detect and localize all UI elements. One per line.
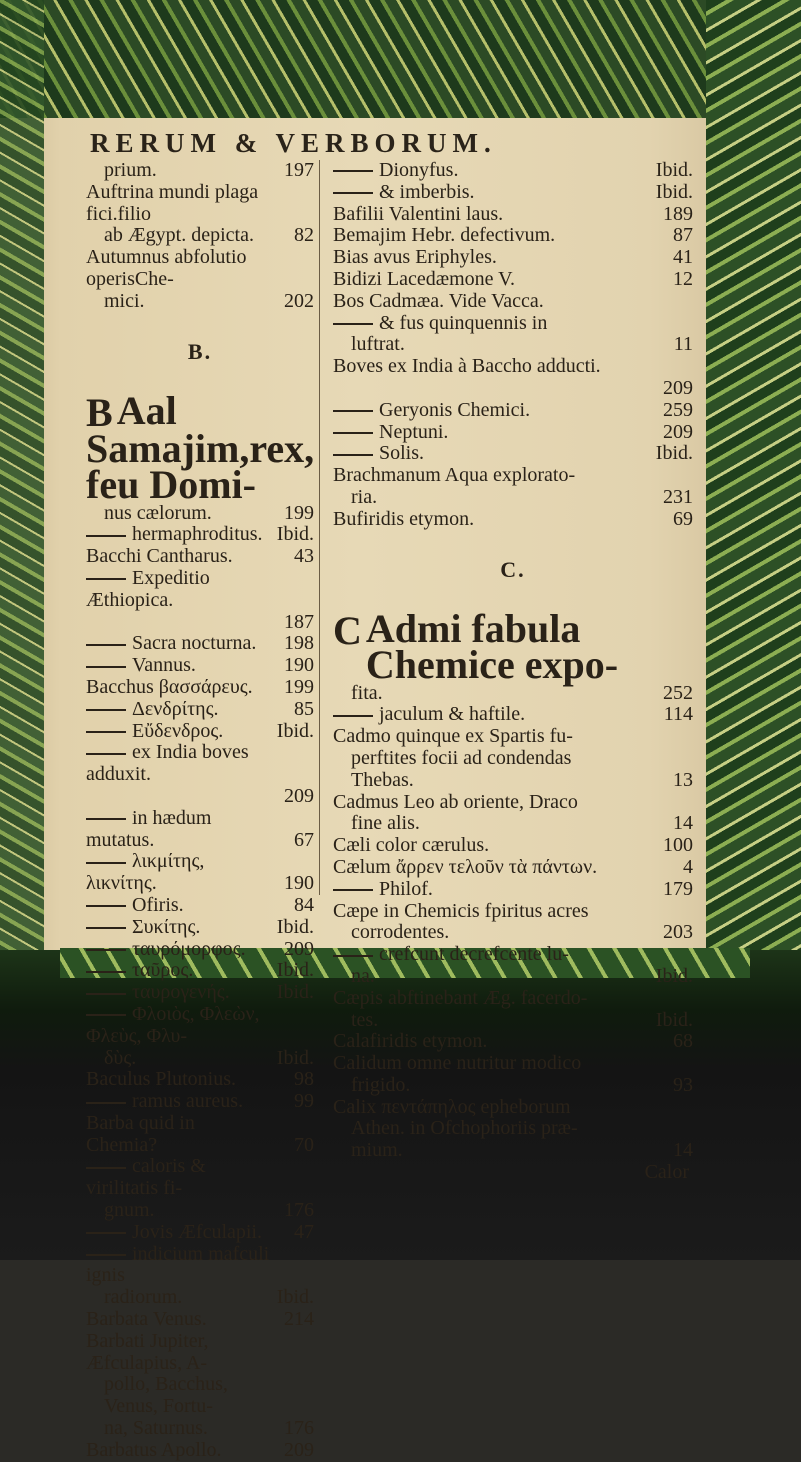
- page-ref: 252: [663, 681, 693, 704]
- entry-label: Ofiris.: [132, 893, 184, 916]
- entry-label: luftrat.: [351, 333, 405, 356]
- entry-label: Calafiridis etymon.: [333, 1030, 488, 1053]
- entry-label: in hædum mutatus.: [86, 806, 212, 851]
- page-ref: 68: [673, 1030, 693, 1053]
- entry-text: [104, 160, 314, 182]
- page-ref: 82: [294, 224, 314, 247]
- index-entry: [333, 1118, 693, 1140]
- index-entry: [333, 792, 693, 814]
- index-entry: [86, 851, 314, 895]
- entry-label: na.: [351, 964, 375, 987]
- index-entry: [333, 857, 693, 879]
- page-ref: 189: [663, 202, 693, 225]
- index-entry: [86, 1156, 314, 1200]
- entry-label: Cadmus Leo ab oriente, Draco: [333, 790, 578, 813]
- index-entry: [86, 1418, 314, 1440]
- entry-text: [351, 487, 693, 509]
- entry-text: [86, 1004, 314, 1048]
- page-ref: 47: [294, 1220, 314, 1243]
- page-ref: 100: [663, 834, 693, 857]
- page-ref: Ibid.: [655, 964, 693, 987]
- entry-text: [104, 225, 314, 247]
- entry-text: [86, 1331, 314, 1375]
- index-entry: [333, 726, 693, 748]
- entry-text: [86, 247, 314, 291]
- index-entry: [333, 356, 693, 378]
- entry-text: [104, 391, 314, 525]
- entry-label: Expeditio Æthiopica.: [86, 566, 210, 611]
- entry-label: frigido.: [351, 1073, 411, 1096]
- entry-text: [333, 988, 693, 1010]
- entry-label: ταυρογενής.: [132, 981, 230, 1004]
- entry-label: Cæpis abftinebant Æg. facerdo-: [333, 986, 588, 1009]
- entry-label: Calix πεντάπηλος epheborum: [333, 1095, 571, 1118]
- page-ref: Ibid.: [655, 180, 693, 203]
- index-entry: [333, 1031, 693, 1053]
- entry-label: Bacchus βασσάρευς.: [86, 675, 253, 698]
- entry-label: Bias avus Eriphyles.: [333, 246, 497, 269]
- entry-text: [86, 1069, 314, 1091]
- entry-label: fita.: [351, 681, 383, 704]
- index-column-right: [333, 160, 693, 1184]
- column-divider: [319, 160, 320, 895]
- index-entry: [333, 922, 693, 944]
- entry-label: Συκίτης.: [132, 915, 201, 938]
- entry-label: jaculum & haftile.: [379, 703, 526, 726]
- index-entry: [333, 1140, 693, 1162]
- entry-text: [333, 291, 693, 313]
- entry-label: Bos Cadmæa. Vide Vacca.: [333, 289, 544, 312]
- entry-text: [333, 269, 693, 291]
- entry-label: crefcunt decrefcente lu-: [379, 943, 569, 966]
- entry-text: [86, 1222, 314, 1244]
- entry-text: [351, 922, 693, 944]
- page-ref: 70: [294, 1133, 314, 1156]
- entry-label: Aal Samajim,rex, feu Domi-: [86, 387, 315, 507]
- index-entry: [86, 568, 314, 612]
- entry-text: [86, 742, 314, 786]
- entry-text: [104, 1374, 314, 1418]
- index-entry: [333, 400, 693, 422]
- index-entry: [333, 1010, 693, 1032]
- entry-label: fine alis.: [351, 812, 420, 835]
- entry-text: [333, 204, 693, 226]
- entry-label: Εὔδενδρος.: [132, 719, 224, 742]
- entry-label: Bafilii Valentini laus.: [333, 202, 504, 225]
- entry-label: & imberbis.: [379, 180, 475, 203]
- gilt-edge-top: [0, 0, 801, 118]
- entry-text: [86, 633, 314, 655]
- page-ref: 87: [673, 224, 693, 247]
- entry-label: ramus aureus.: [132, 1090, 244, 1113]
- index-entry: [333, 269, 693, 291]
- entry-label: Solis.: [379, 442, 425, 465]
- index-entry: [86, 160, 314, 182]
- page-ref: 190: [284, 654, 314, 677]
- index-entry: [86, 291, 314, 313]
- drop-cap-initial: C: [333, 607, 362, 653]
- index-entry: [333, 901, 693, 923]
- drop-cap-initial: B: [86, 389, 113, 435]
- index-entry: [86, 1287, 314, 1309]
- page-ref: 12: [673, 267, 693, 290]
- entry-label: Calidum omne nutritur modico: [333, 1052, 582, 1075]
- index-entry: [333, 1075, 693, 1097]
- entry-text: [333, 160, 693, 182]
- spacer: [86, 313, 314, 335]
- entry-label: Geryonis Chemici.: [379, 398, 531, 421]
- entry-text: [351, 1118, 693, 1140]
- index-entry: [86, 1222, 314, 1244]
- entry-text: [351, 748, 693, 770]
- page-ref: Ibid.: [276, 719, 314, 742]
- index-entry: [333, 813, 693, 835]
- index-entry: [86, 1113, 314, 1157]
- page-ref: 85: [294, 697, 314, 720]
- entry-label: Autumnus abfolutio operisChe-: [86, 246, 247, 290]
- entry-text: [104, 1200, 314, 1222]
- page-ref: 203: [663, 921, 693, 944]
- page-ref: Ibid.: [276, 1046, 314, 1069]
- page-ref: 43: [294, 545, 314, 568]
- entry-text: [333, 726, 693, 748]
- entry-text: [333, 247, 693, 269]
- index-entry: [86, 939, 314, 961]
- index-entry: [333, 443, 693, 465]
- index-entry: [86, 808, 314, 852]
- entry-label: Bidizi Lacedæmone V.: [333, 267, 516, 290]
- entry-text: [333, 313, 693, 335]
- entry-text: [351, 770, 693, 792]
- page-ref: 209: [284, 784, 314, 807]
- entry-text: [333, 879, 693, 901]
- index-entry: [333, 422, 693, 444]
- page-ref: Ibid.: [655, 159, 693, 181]
- entry-label: Neptuni.: [379, 420, 449, 443]
- page-ref: 231: [663, 485, 693, 508]
- index-entry: [86, 1200, 314, 1222]
- index-entry: [333, 378, 693, 400]
- page-ref: Ibid.: [276, 523, 314, 546]
- entry-text: [351, 609, 693, 705]
- page-ref: 214: [284, 1308, 314, 1331]
- page-ref: 198: [284, 632, 314, 655]
- entry-text: [86, 568, 314, 612]
- index-entry: [333, 509, 693, 531]
- entry-text: [333, 356, 693, 378]
- entry-text: [351, 1010, 693, 1032]
- index-entry: [86, 742, 314, 786]
- page-ref: Ibid.: [276, 1286, 314, 1309]
- page-ref: 99: [294, 1090, 314, 1113]
- catchword: Calor: [644, 1161, 689, 1184]
- index-entry: [333, 487, 693, 509]
- entry-label: Vannus.: [132, 654, 196, 677]
- index-entry: [333, 944, 693, 966]
- entry-label: mium.: [351, 1139, 403, 1162]
- entry-label: Cælum ἄρρεν τελοῦν τὰ πάντων.: [333, 855, 598, 878]
- index-entry: [86, 612, 314, 634]
- entry-label: Auftrina mundi plaga fici.filio: [86, 180, 259, 225]
- entry-text: [351, 1075, 693, 1097]
- entry-text: [351, 966, 693, 988]
- entry-label: radiorum.: [104, 1286, 183, 1309]
- entry-text: [333, 792, 693, 814]
- page-ref: 209: [663, 376, 693, 399]
- entry-label: ria.: [351, 485, 378, 508]
- entry-text: [351, 1140, 693, 1162]
- page-ref: 4: [683, 855, 693, 878]
- page-ref: 84: [294, 893, 314, 916]
- index-entry: [333, 465, 693, 487]
- entry-text: [333, 443, 693, 465]
- entry-label: perftites focii ad condendas: [351, 746, 572, 769]
- page-ref: 14: [673, 1139, 693, 1162]
- entry-text: [86, 1440, 314, 1462]
- index-entry: [333, 1097, 693, 1119]
- page-ref: 13: [673, 768, 693, 791]
- entry-text: [104, 1418, 314, 1440]
- entry-text: [333, 225, 693, 247]
- entry-text: [86, 1244, 314, 1288]
- entry-text: [86, 808, 314, 852]
- page-ref: 209: [284, 937, 314, 960]
- entry-label: Barbata Venus.: [86, 1308, 207, 1331]
- index-entry: [333, 291, 693, 313]
- entry-label: Φλοιὸς, Φλεὼν, Φλεὺς, Φλυ-: [86, 1002, 260, 1047]
- index-entry: [86, 982, 314, 1004]
- page-ref: 179: [663, 877, 693, 900]
- entry-label: Bufiridis etymon.: [333, 507, 475, 530]
- entry-text: [333, 422, 693, 444]
- index-entry: [86, 1069, 314, 1091]
- index-entry: [86, 1091, 314, 1113]
- entry-text: [333, 835, 693, 857]
- entry-label: ex India boves adduxit.: [86, 741, 249, 786]
- index-entry: [86, 721, 314, 743]
- page-ref: 190: [284, 872, 314, 895]
- page-ref: Ibid.: [655, 442, 693, 465]
- entry-text: [333, 1097, 693, 1119]
- entry-label: Boves ex India à Baccho adducti.: [333, 355, 601, 378]
- page-ref: 209: [663, 420, 693, 443]
- page-ref: Ibid.: [276, 959, 314, 982]
- entry-text: [86, 546, 314, 568]
- entry-label: Cæpe in Chemicis fpiritus acres: [333, 899, 589, 922]
- index-entry: [333, 204, 693, 226]
- index-entry: [86, 524, 314, 546]
- entry-text: [104, 291, 314, 313]
- page-ref: 199: [284, 675, 314, 698]
- spacer: [333, 531, 693, 553]
- entry-text: [333, 465, 693, 487]
- entry-text: [86, 939, 314, 961]
- page-ref: Ibid.: [276, 915, 314, 938]
- entry-text: [86, 1309, 314, 1331]
- index-entry: [86, 655, 314, 677]
- entry-label: prium.: [104, 159, 157, 181]
- index-entry: [333, 1053, 693, 1075]
- page-ref: 67: [294, 828, 314, 851]
- index-entry: [86, 917, 314, 939]
- index-entry: [86, 633, 314, 655]
- entry-label: Athen. in Ofchophoriis præ-: [351, 1117, 578, 1140]
- entry-text: [333, 1053, 693, 1075]
- entry-text: [86, 1091, 314, 1113]
- page-ref: 187: [284, 610, 314, 633]
- entry-label: Barba quid in Chemia?: [86, 1111, 195, 1156]
- index-entry: [86, 391, 314, 525]
- index-entry: [333, 748, 693, 770]
- index-entry: [333, 704, 693, 726]
- index-entry: [333, 770, 693, 792]
- page-ref: Ibid.: [276, 981, 314, 1004]
- entry-label: Barbatus Apollo.: [86, 1438, 222, 1461]
- entry-label: Δενδρίτης.: [132, 697, 219, 720]
- entry-label: Bemajim Hebr. defectivum.: [333, 224, 556, 247]
- index-entry: [86, 1309, 314, 1331]
- entry-label: Sacra nocturna.: [132, 632, 257, 655]
- index-entry: [86, 960, 314, 982]
- entry-text: [86, 1113, 314, 1157]
- entry-label: Jovis Æfculapii.: [132, 1220, 262, 1243]
- page-ref: 176: [284, 1417, 314, 1440]
- entry-label: caloris & virilitatis fi-: [86, 1155, 206, 1200]
- entry-label: gnum.: [104, 1199, 155, 1222]
- page-ref: 176: [284, 1199, 314, 1222]
- page-ref: 41: [673, 246, 693, 269]
- entry-text: [86, 895, 314, 917]
- index-entry: [333, 247, 693, 269]
- index-entry: [333, 160, 693, 182]
- index-entry: [86, 699, 314, 721]
- index-entry: [86, 895, 314, 917]
- index-entry: [86, 1048, 314, 1070]
- entry-label: corrodentes.: [351, 921, 450, 944]
- entry-text: [351, 334, 693, 356]
- entry-label: δὺς.: [104, 1046, 137, 1069]
- index-column-left: [86, 160, 314, 1462]
- index-entry: [333, 225, 693, 247]
- index-entry: [86, 225, 314, 247]
- entry-label: Barbati Jupiter, Æfculapius, A-: [86, 1329, 209, 1374]
- entry-label: mici.: [104, 289, 145, 312]
- entry-label: tes.: [351, 1008, 379, 1031]
- entry-label: hermaphroditus.: [132, 523, 263, 546]
- section-heading: C.: [500, 556, 526, 582]
- page-ref: 199: [284, 501, 314, 524]
- entry-text: [86, 1156, 314, 1200]
- page-ref: 69: [673, 507, 693, 530]
- entry-text: [333, 704, 693, 726]
- entry-label: ταῦρος.: [132, 959, 194, 982]
- index-entry: [86, 677, 314, 699]
- entry-label: Philof.: [379, 877, 433, 900]
- entry-label: Thebas.: [351, 768, 414, 791]
- page-ref: 197: [284, 159, 314, 181]
- entry-text: [333, 857, 693, 879]
- page-ref: 93: [673, 1073, 693, 1096]
- entry-label: na, Saturnus.: [104, 1417, 208, 1440]
- section-heading: B.: [187, 338, 213, 364]
- entry-label: ταυρόμορφος.: [132, 937, 246, 960]
- entry-text: [333, 944, 693, 966]
- entry-label: Bacchi Cantharus.: [86, 545, 233, 568]
- index-entry: [333, 313, 693, 335]
- index-entry: [86, 1331, 314, 1375]
- page-ref: 209: [284, 1438, 314, 1461]
- page-ref: 114: [663, 703, 693, 726]
- page-ref: 11: [673, 333, 693, 356]
- index-entry: [333, 835, 693, 857]
- entry-label: indicium mafculi ignis: [86, 1242, 270, 1287]
- entry-text: [86, 182, 314, 226]
- index-entry: [86, 247, 314, 291]
- page-ref: 202: [284, 289, 314, 312]
- page-ref: 259: [663, 398, 693, 421]
- index-entry: [86, 546, 314, 568]
- entry-label: ab Ægypt. depicta.: [104, 224, 254, 247]
- entry-label: Baculus Plutonius.: [86, 1068, 237, 1091]
- entry-text: [86, 851, 314, 895]
- entry-label: Admi fabula Chemice expo-: [365, 605, 619, 687]
- index-entry: [333, 182, 693, 204]
- entry-text: [86, 655, 314, 677]
- index-entry: [86, 1440, 314, 1462]
- entry-label: Cæli color cærulus.: [333, 834, 490, 857]
- index-entry: [333, 334, 693, 356]
- entry-text: [333, 182, 693, 204]
- entry-text: [333, 509, 693, 531]
- index-entry: [86, 1374, 314, 1418]
- index-entry: [86, 1004, 314, 1048]
- page-ref: Ibid.: [655, 1008, 693, 1031]
- entry-label: Dionyfus.: [379, 159, 459, 181]
- page-header: RERUM & VERBORUM.: [90, 128, 497, 158]
- index-entry: [86, 786, 314, 808]
- entry-text: [86, 677, 314, 699]
- index-entry: [333, 966, 693, 988]
- index-entry: [333, 988, 693, 1010]
- entry-label: Cadmo quinque ex Spartis fu-: [333, 725, 573, 748]
- index-entry: [86, 182, 314, 226]
- entry-label: & fus quinquennis in: [379, 311, 548, 334]
- entry-label: pollo, Bacchus, Venus, Fortu-: [104, 1373, 228, 1418]
- entry-text: [86, 699, 314, 721]
- entry-label: Brachmanum Aqua explorato-: [333, 464, 576, 487]
- entry-text: [351, 813, 693, 835]
- entry-label: λικμίτης, λικνίτης.: [86, 850, 205, 895]
- index-entry: [86, 1244, 314, 1288]
- page-ref: 14: [673, 812, 693, 835]
- entry-label: nus cælorum.: [104, 501, 212, 524]
- index-entry: [333, 609, 693, 705]
- entry-text: [333, 400, 693, 422]
- page-ref: 98: [294, 1068, 314, 1091]
- entry-text: [333, 1031, 693, 1053]
- index-entry: [333, 879, 693, 901]
- entry-text: [333, 901, 693, 923]
